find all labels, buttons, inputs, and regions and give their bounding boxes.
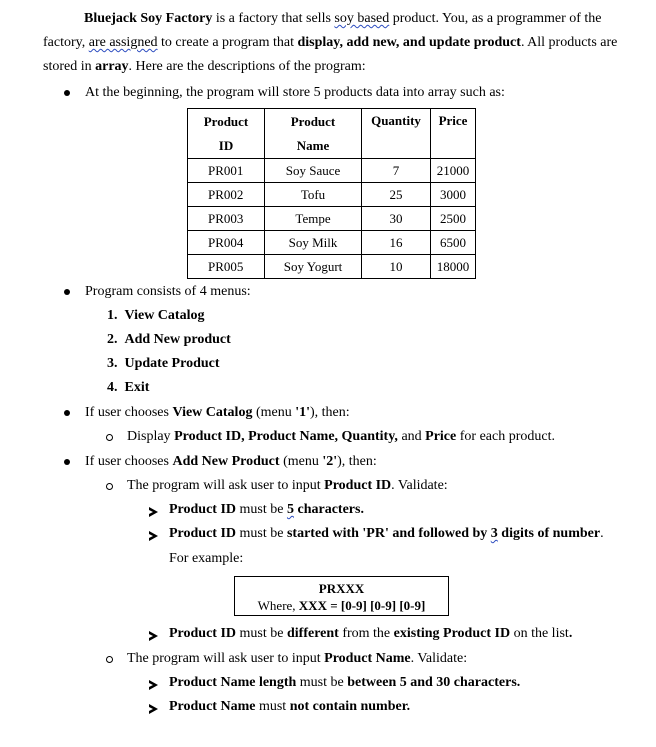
sub-bullet-icon <box>106 483 113 490</box>
cell-qty: 10 <box>362 255 431 279</box>
bullet-4-sub1-text: The program will ask user to input Product ID. Validate: <box>127 478 448 493</box>
rule-4-text: Product Name length must be between 5 and 30 characters. <box>169 675 521 690</box>
intro-line-1: Bluejack Soy Factory is a factory that sells soy based product. You, as a programmer of the <box>84 11 602 26</box>
table-row <box>188 231 476 255</box>
cell-price: 18000 <box>431 255 476 279</box>
sub-bullet-icon <box>106 656 113 663</box>
format-example-box: PRXXX Where, XXX = [0-9] [0-9] [0-9] <box>234 576 449 616</box>
cell-id: PR003 <box>188 207 265 231</box>
arrow-bullet-icon <box>149 704 158 714</box>
menu-item: 1. View Catalog <box>107 308 205 323</box>
arrow-bullet-icon <box>149 531 158 541</box>
table-row <box>188 183 476 207</box>
header-product-id: Product ID <box>188 109 265 159</box>
bullet-3-sub-text: Display Product ID, Product Name, Quantity, and Price for each product. <box>127 429 555 444</box>
table-row <box>188 207 476 231</box>
sub-bullet-icon <box>106 434 113 441</box>
cell-qty: 25 <box>362 183 431 207</box>
arrow-bullet-icon <box>149 507 158 517</box>
menu-item: 4. Exit <box>107 380 150 395</box>
bullet-4-sub2-text: The program will ask user to input Product Name. Validate: <box>127 651 468 666</box>
cell-name: Soy Sauce <box>265 159 362 183</box>
cell-name: Soy Milk <box>265 231 362 255</box>
arrow-bullet-icon <box>149 680 158 690</box>
cell-price: 6500 <box>431 231 476 255</box>
table-row <box>188 159 476 183</box>
bullet-icon <box>64 289 70 295</box>
bullet-3-text: If user chooses View Catalog (menu '1'), then: <box>85 405 350 420</box>
cell-id: PR002 <box>188 183 265 207</box>
menu-item: 3. Update Product <box>107 356 220 371</box>
cell-price: 21000 <box>431 159 476 183</box>
cell-qty: 7 <box>362 159 431 183</box>
bullet-4-text: If user chooses Add New Product (menu '2'), then: <box>85 454 377 469</box>
bullet-icon <box>64 90 70 96</box>
for-example-text: For example: <box>169 551 244 566</box>
intro-line-3: stored in array. Here are the descriptions of the program: <box>43 59 366 74</box>
intro-line-2: factory, are assigned to create a program that display, add new, and update product. All products are <box>43 35 618 50</box>
cell-id: PR004 <box>188 231 265 255</box>
cell-qty: 16 <box>362 231 431 255</box>
bullet-icon <box>64 410 70 416</box>
rule-5-text: Product Name must not contain number. <box>169 699 411 714</box>
cell-price: 2500 <box>431 207 476 231</box>
products-table <box>187 108 476 279</box>
cell-name: Tempe <box>265 207 362 231</box>
menu-item: 2. Add New product <box>107 332 231 347</box>
cell-qty: 30 <box>362 207 431 231</box>
table-row <box>188 255 476 279</box>
bullet-1-text: At the beginning, the program will store 5 products data into array such as: <box>85 85 505 100</box>
rule-2-text: Product ID must be started with 'PR' and followed by 3 digits of number. <box>169 526 604 541</box>
cell-id: PR001 <box>188 159 265 183</box>
cell-id: PR005 <box>188 255 265 279</box>
cell-price: 3000 <box>431 183 476 207</box>
cell-name: Tofu <box>265 183 362 207</box>
arrow-bullet-icon <box>149 631 158 641</box>
header-price: Price <box>431 109 476 159</box>
bullet-icon <box>64 459 70 465</box>
table-header-row <box>188 109 476 159</box>
rule-3-text: Product ID must be different from the existing Product ID on the list. <box>169 626 573 641</box>
header-product-name: Product Name <box>265 109 362 159</box>
cell-name: Soy Yogurt <box>265 255 362 279</box>
rule-1-text: Product ID must be 5 characters. <box>169 502 364 517</box>
bullet-2-text: Program consists of 4 menus: <box>85 284 251 299</box>
header-quantity: Quantity <box>362 109 431 159</box>
